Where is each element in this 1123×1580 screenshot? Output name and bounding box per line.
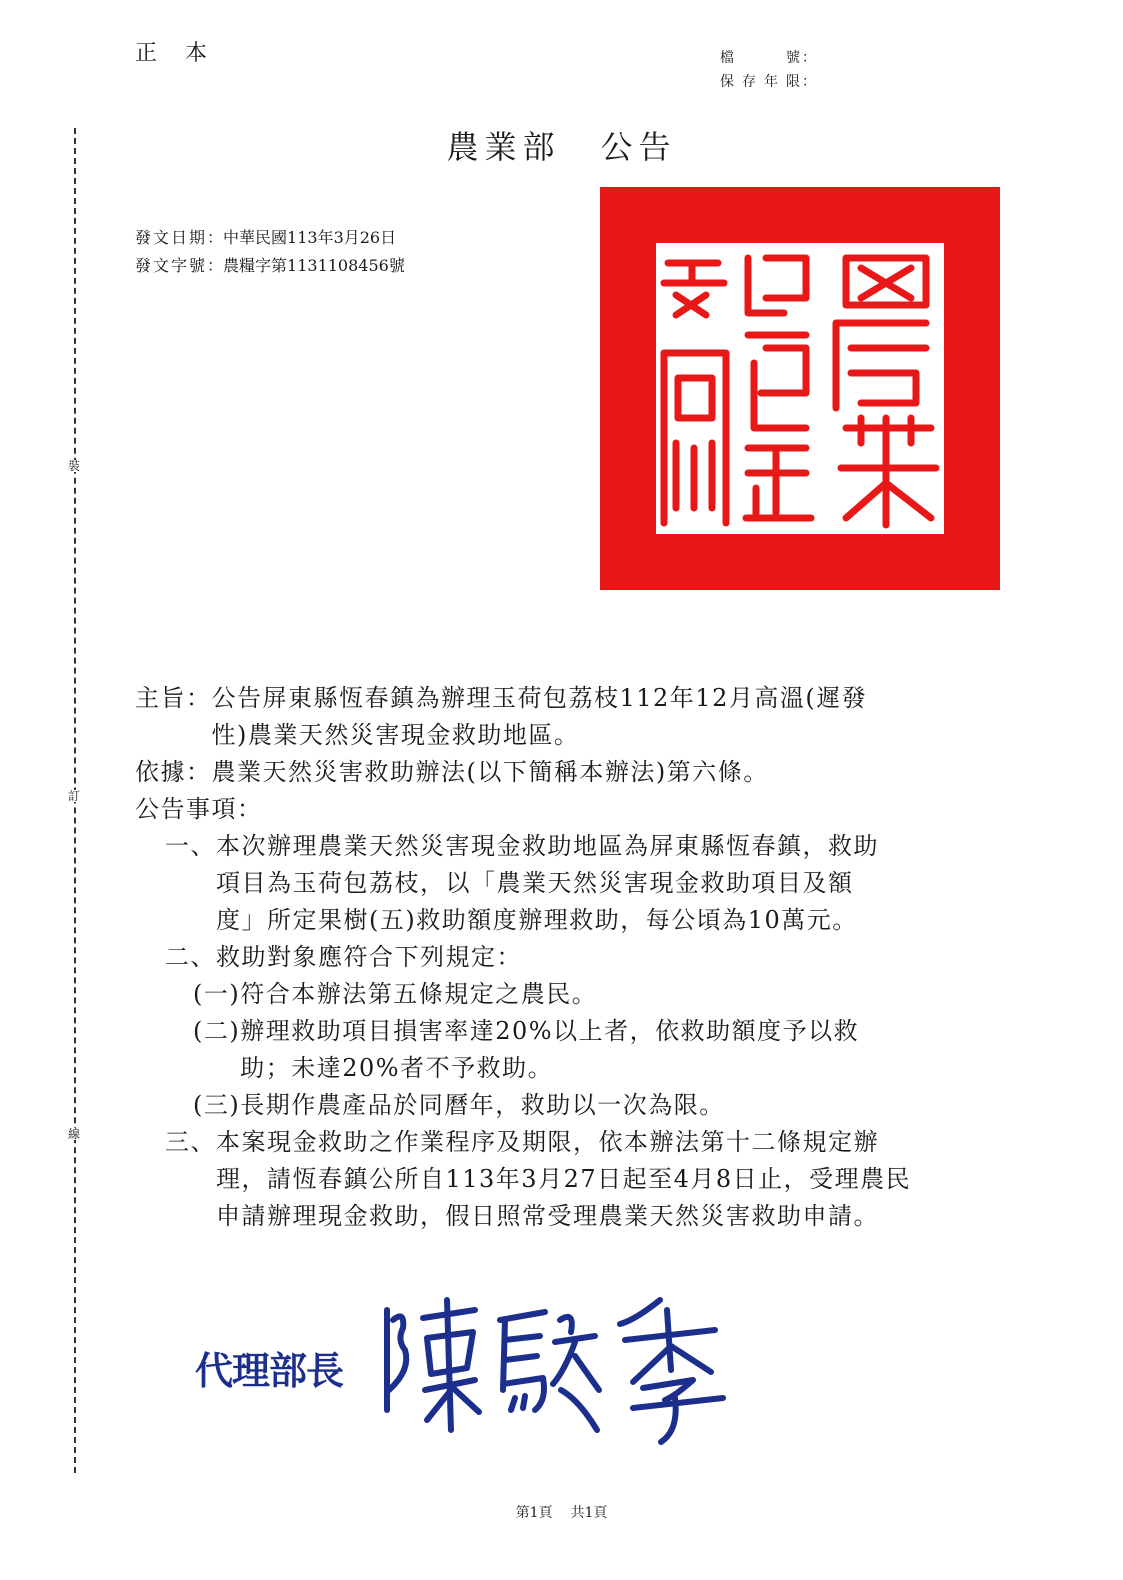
sub-item-2: [135, 1013, 1015, 1087]
sub-item-3: [135, 1087, 1015, 1124]
page-total: 共1頁: [570, 1505, 608, 1521]
seal-script-icon: [656, 243, 944, 534]
basis-label: 依據：: [135, 758, 212, 786]
title-agency: 農業部: [446, 128, 561, 166]
basis: [135, 754, 1015, 791]
item-3-line-2: 理，請恆春鎮公所自113年3月27日起至4月8日止，受理農民: [216, 1165, 912, 1193]
binding-mark-zhuang: 裝: [68, 459, 81, 473]
item-3: [135, 1124, 1015, 1235]
page-number: 第1頁: [515, 1505, 553, 1521]
copy-mark: 正本: [135, 41, 236, 66]
title-doc-type: 公告: [600, 128, 677, 166]
sub-item-3-num: (三): [193, 1091, 241, 1119]
subject: [135, 680, 1015, 754]
archive-meta: 檔號 ： 保存年限 ：: [720, 46, 816, 94]
item-1-num: 一、: [165, 832, 216, 860]
basis-text: 農業天然災害救助辦法(以下簡稱本辦法)第六條。: [211, 758, 769, 786]
item-1-line-3: 度」所定果樹(五)救助額度辦理救助，每公頃為10萬元。: [216, 906, 858, 934]
item-1: [135, 828, 1015, 939]
item-2-num: 二、: [165, 943, 216, 971]
sub-item-1: [135, 976, 1015, 1013]
signature-title: 代理部長: [195, 1349, 344, 1393]
signature-block: [195, 1280, 755, 1460]
item-3-line-1: 本案現金救助之作業程序及期限，依本辦法第十二條規定辦: [216, 1128, 879, 1156]
sub-item-3-text: 長期作農產品於同曆年，救助以一次為限。: [240, 1091, 725, 1119]
sub-item-2-line-1: 辦理救助項目損害率達20%以上者，依救助額度予以救: [240, 1017, 860, 1045]
retention-label: 保存年限: [720, 74, 800, 90]
issue-number-value: 農糧字第1131108456號: [223, 256, 405, 275]
items-label: 公告事項：: [135, 795, 263, 823]
items-heading: [135, 791, 1015, 828]
sub-item-1-num: (一): [193, 980, 241, 1008]
binding-mark-xian: 線: [68, 1127, 81, 1141]
item-1-line-1: 本次辦理農業天然災害現金救助地區為屏東縣恆春鎮，救助: [216, 832, 879, 860]
issue-number-label: 發文字號: [135, 256, 208, 275]
official-seal: [600, 187, 1000, 590]
issue-date-value: 中華民國113年3月26日: [223, 228, 397, 247]
issue-info: 發文日期 ： 中華民國113年3月26日 發文字號 ： 農糧字第1131108456號: [135, 224, 405, 280]
subject-line-1: 公告屏東縣恆春鎮為辦理玉荷包荔枝112年12月高溫(遲發: [211, 684, 868, 712]
binding-mark-ding: 訂: [68, 789, 81, 803]
item-2-text: 救助對象應符合下列規定：: [216, 943, 522, 971]
issue-date-label: 發文日期: [135, 228, 208, 247]
archive-no-label: 檔號: [720, 50, 800, 66]
handwritten-signature: [375, 1280, 745, 1450]
item-1-line-2: 項目為玉荷包荔枝，以「農業天然災害現金救助項目及額: [216, 869, 854, 897]
item-3-line-3: 申請辦理現金救助，假日照常受理農業天然災害救助申請。: [216, 1202, 879, 1230]
sub-item-2-num: (二): [193, 1017, 241, 1045]
announcement-body: [135, 680, 1015, 1235]
sub-item-2-line-2: 助；未達20%者不予救助。: [240, 1054, 554, 1082]
subject-label: 主旨：: [135, 684, 212, 712]
subject-line-2: 性)農業天然災害現金救助地區。: [211, 721, 580, 749]
item-3-num: 三、: [165, 1128, 216, 1156]
document-title: [0, 122, 1123, 168]
sub-item-1-text: 符合本辦法第五條規定之農民。: [240, 980, 598, 1008]
item-2: [135, 939, 1015, 976]
page-footer: [0, 1502, 1123, 1522]
